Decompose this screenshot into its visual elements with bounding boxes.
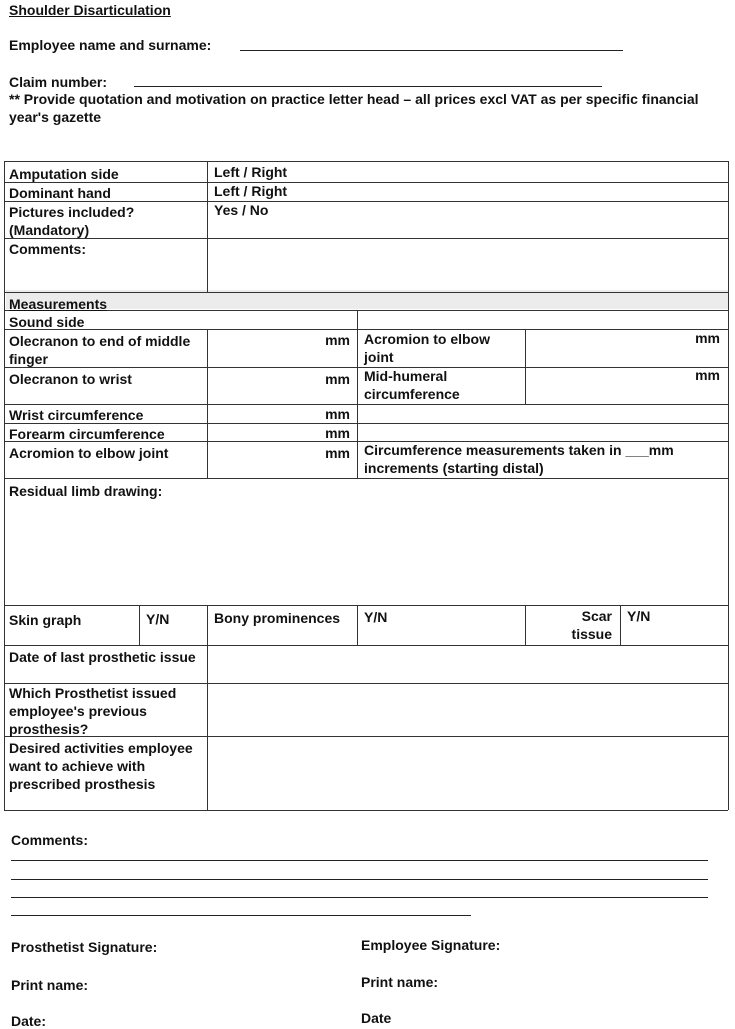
bony-prominences-label: Bony prominences xyxy=(214,610,341,626)
table-rule xyxy=(4,810,728,811)
measurements-heading: Measurements xyxy=(9,296,108,312)
last-prosthetic-issue-field[interactable] xyxy=(209,647,726,682)
residual-limb-drawing-label: Residual limb drawing: xyxy=(9,483,163,499)
table-rule xyxy=(207,605,208,810)
mm-unit: mm xyxy=(325,445,350,461)
table-rule xyxy=(4,292,728,293)
employee-signature-label: Employee Signature: xyxy=(361,937,501,953)
olecranon-to-finger-label: Olecranon to end of middle finger xyxy=(9,333,191,367)
previous-prosthetist-label: Which Prosthetist issued employee's previous prosthesis? xyxy=(9,685,177,737)
prosthetist-print-name-label: Print name: xyxy=(11,977,89,993)
table-rule xyxy=(525,329,526,404)
last-prosthetic-issue-label: Date of last prosthetic issue xyxy=(9,649,196,665)
acromion-to-elbow-right-label: Acromion to elbow joint xyxy=(364,331,490,365)
pictures-included-value[interactable]: Yes / No xyxy=(214,202,269,218)
table-rule xyxy=(4,645,728,646)
mm-unit: mm xyxy=(695,330,720,346)
acromion-to-elbow-label: Acromion to elbow joint xyxy=(9,445,169,461)
table-rule xyxy=(139,605,140,645)
prosthetist-date-label: Date: xyxy=(11,1013,47,1029)
table-rule xyxy=(525,605,526,645)
dominant-hand-value[interactable]: Left / Right xyxy=(214,183,288,199)
table-rule xyxy=(4,478,728,479)
previous-prosthetist-field[interactable] xyxy=(209,685,726,735)
amputation-side-label: Amputation side xyxy=(9,166,119,182)
quotation-note: ** Provide quotation and motivation on practice letter head – all prices excl VAT as per specific financial year's gazette xyxy=(9,91,699,125)
skin-graph-label: Skin graph xyxy=(9,612,82,628)
table-rule xyxy=(4,201,728,202)
table-rule xyxy=(4,310,728,311)
table-rule xyxy=(207,329,208,478)
footer-comments-label: Comments: xyxy=(11,832,89,848)
comment-line[interactable] xyxy=(11,860,708,861)
mm-unit: mm xyxy=(325,332,350,348)
employee-name-field[interactable] xyxy=(240,50,623,51)
comments-label: Comments: xyxy=(9,241,87,257)
table-rule xyxy=(4,404,728,405)
comments-field[interactable] xyxy=(209,240,726,290)
mm-unit: mm xyxy=(695,367,720,383)
desired-activities-label: Desired activities employee want to achieve with prescribed prosthesis xyxy=(9,740,193,792)
olecranon-to-wrist-label: Olecranon to wrist xyxy=(9,371,132,387)
scar-tissue-label: Scar tissue xyxy=(571,608,612,642)
pictures-included-label: Pictures included? (Mandatory) xyxy=(9,204,135,238)
employee-date-label: Date xyxy=(361,1010,392,1026)
mm-unit: mm xyxy=(325,406,350,422)
table-rule xyxy=(357,605,358,645)
table-rule xyxy=(620,605,621,645)
mid-humeral-label: Mid-humeral circumference xyxy=(364,368,460,402)
bony-prominences-yn[interactable]: Y/N xyxy=(364,609,388,625)
forearm-circumference-label: Forearm circumference xyxy=(9,426,165,442)
dominant-hand-label: Dominant hand xyxy=(9,185,111,201)
comment-line[interactable] xyxy=(11,897,708,898)
prosthetist-signature-label: Prosthetist Signature: xyxy=(11,939,158,955)
comment-line[interactable] xyxy=(11,915,471,916)
circumference-note: Circumference measurements taken in ___mm increments (starting distal) xyxy=(364,442,674,476)
wrist-circumference-label: Wrist circumference xyxy=(9,407,144,423)
table-rule xyxy=(357,310,358,478)
employee-name-label: Employee name and surname: xyxy=(9,37,212,53)
claim-number-label: Claim number: xyxy=(9,74,108,90)
desired-activities-field[interactable] xyxy=(209,738,726,809)
sound-side-label: Sound side xyxy=(9,314,85,330)
comment-line[interactable] xyxy=(11,879,708,880)
residual-limb-drawing-area[interactable] xyxy=(6,500,726,604)
skin-graph-yn[interactable]: Y/N xyxy=(146,611,170,627)
scar-tissue-yn[interactable]: Y/N xyxy=(627,608,651,624)
employee-print-name-label: Print name: xyxy=(361,974,439,990)
table-rule xyxy=(207,161,208,292)
amputation-side-value[interactable]: Left / Right xyxy=(214,164,288,180)
table-rule xyxy=(4,161,5,810)
table-rule xyxy=(728,161,729,810)
claim-number-field[interactable] xyxy=(134,86,602,87)
mm-unit: mm xyxy=(325,425,350,441)
table-rule xyxy=(4,161,728,162)
mm-unit: mm xyxy=(325,371,350,387)
form-title: Shoulder Disarticulation xyxy=(9,2,171,18)
